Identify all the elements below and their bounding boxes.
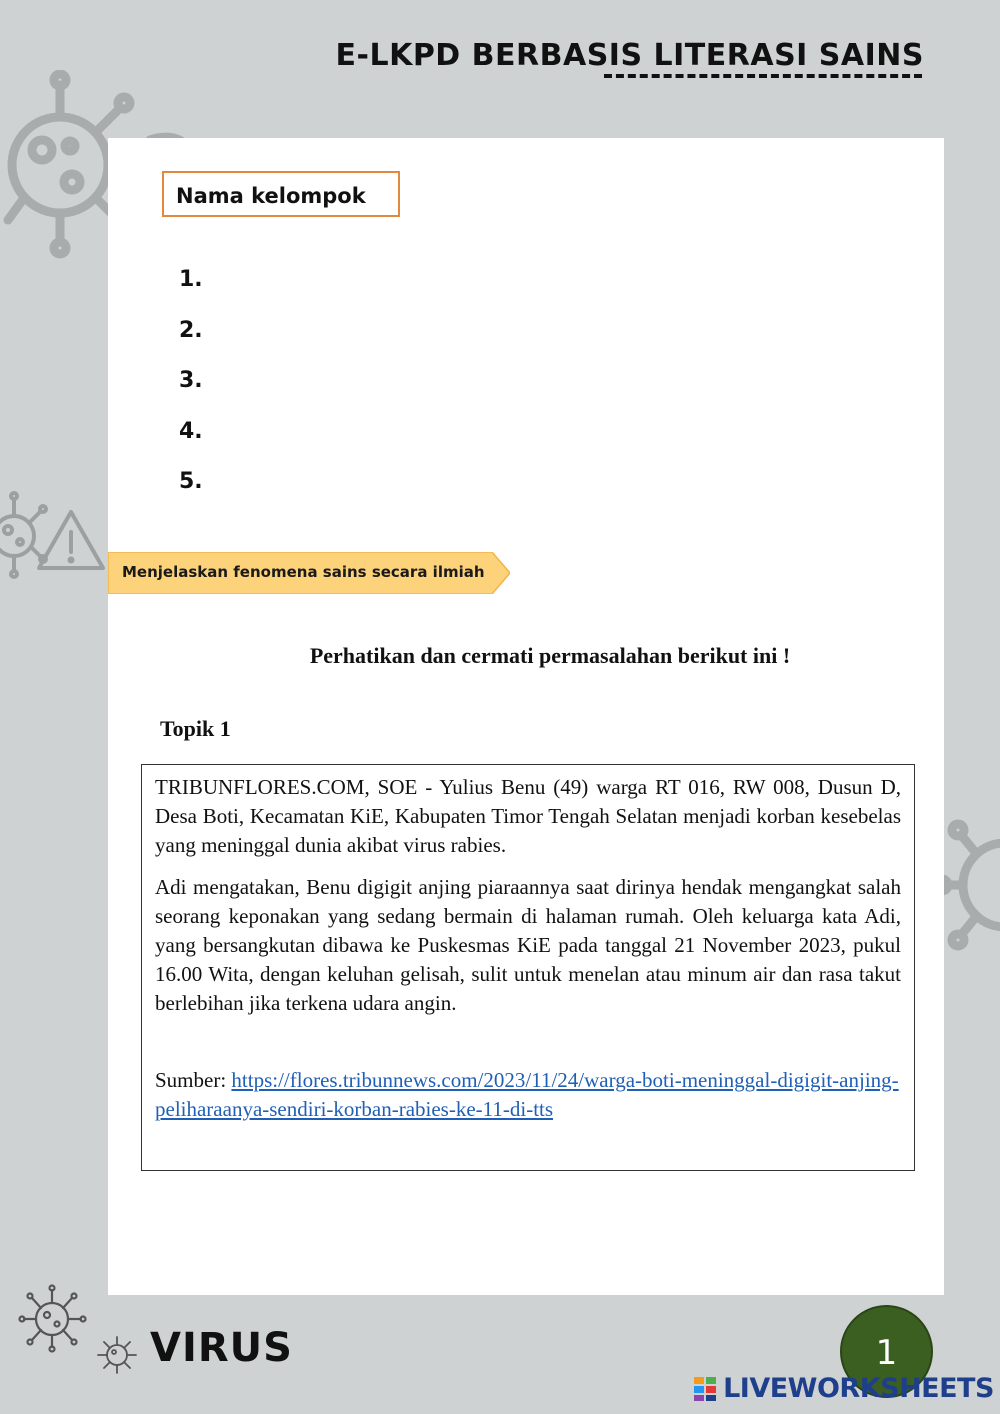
- virus-label: VIRUS: [150, 1325, 293, 1371]
- member-number: 1.: [179, 267, 203, 292]
- article-source: [155, 1066, 901, 1124]
- source-link[interactable]: https://flores.tribunnews.com/2023/11/24/warga-boti-meninggal-digigit-anjing-peliharaanya-sendiri-korban-rabies-ke-11-di-tts: [155, 1067, 899, 1121]
- member-number: 5.: [179, 469, 203, 494]
- source-label: Sumber:: [155, 1067, 232, 1092]
- member-number: 3.: [179, 368, 203, 393]
- virus-small-icon: [16, 1284, 88, 1354]
- member-number: 4.: [179, 418, 203, 444]
- virus-warning-icon: [0, 490, 108, 586]
- page-number: 1: [840, 1305, 933, 1398]
- liveworksheets-logo-icon: [694, 1376, 718, 1402]
- liveworksheets-logo-text: LIVEWORKSHEETS: [723, 1373, 994, 1404]
- instruction-heading: Perhatikan dan cermati permasalahan berikut ini !: [309, 643, 791, 668]
- header-title: E-LKPD BERBASIS LITERASI SAINS: [335, 38, 924, 73]
- topic-title: Topik 1: [160, 716, 231, 741]
- group-name-label: Nama kelompok: [162, 171, 400, 217]
- member-number: 2.: [179, 317, 203, 343]
- article-paragraph: TRIBUNFLORES.COM, SOE - Yulius Benu (49) warga RT 016, RW 008, Dusun D, Desa Boti, Kecamatan KiE, Kabupaten Timor Tengah Selatan menjadi korban kesebelas yang meninggal dunia akibat virus rabies.: [155, 775, 901, 858]
- header-underline: [604, 74, 922, 78]
- article-box: [141, 764, 915, 1171]
- ribbon-text: Menjelaskan fenomena sains secara ilmiah: [122, 563, 485, 581]
- virus-tiny-icon: [95, 1334, 139, 1376]
- liveworksheets-logo: [694, 1373, 994, 1407]
- article-paragraph: Adi mengatakan, Benu digigit anjing piaraannya saat dirinya hendak mengangkat salah seorang keponakan yang sedang bermain di halaman rumah. Oleh keluarga kata Adi, yang bersangkutan dibawa ke Puskesmas KiE pada tanggal 21 November 2023, pukul 16.00 Wita, dengan keluhan gelisah, sulit untuk menelan atau minum air dan rasa takut berlebihan jika terkena udara angin.: [155, 874, 901, 1016]
- member-number-list: [179, 262, 203, 515]
